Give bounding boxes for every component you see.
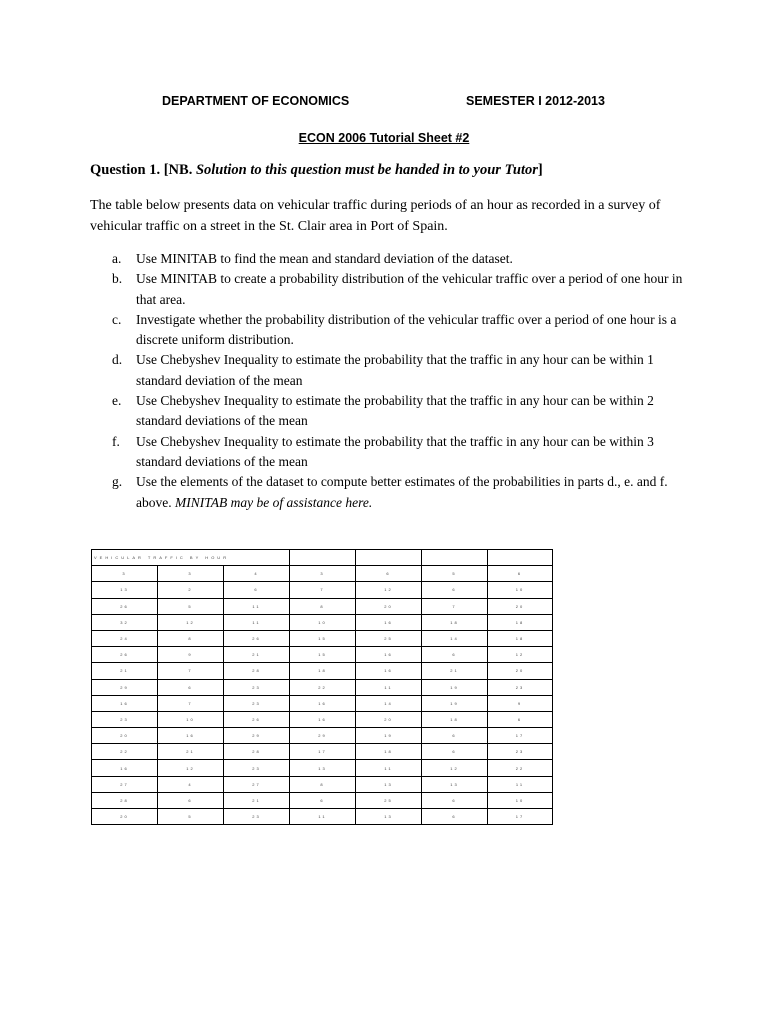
table-cell: 6 <box>488 566 553 582</box>
table-cell: 20 <box>356 711 422 727</box>
table-cell: 13 <box>290 760 356 776</box>
table-cell: 23 <box>224 809 290 825</box>
table-cell <box>290 550 356 566</box>
list-item <box>112 310 692 351</box>
item-marker: e. <box>112 393 122 409</box>
table-row <box>92 679 553 695</box>
table-cell: 10 <box>158 711 224 727</box>
question-heading <box>90 162 710 179</box>
item-marker: g. <box>112 474 123 490</box>
table-cell: 18 <box>488 614 553 630</box>
table-cell: 14 <box>356 695 422 711</box>
table-cell: 9 <box>488 695 553 711</box>
table-cell: 26 <box>92 647 158 663</box>
table-cell: 16 <box>356 614 422 630</box>
table-cell: 23 <box>488 744 553 760</box>
table-header-row <box>92 550 553 566</box>
table-cell: 6 <box>422 728 488 744</box>
table-cell: 4 <box>224 566 290 582</box>
table-cell: 29 <box>290 728 356 744</box>
table-cell: 10 <box>290 614 356 630</box>
table-cell: 16 <box>290 711 356 727</box>
table-cell: 12 <box>422 760 488 776</box>
table-cell: 13 <box>356 776 422 792</box>
list-item <box>112 249 692 269</box>
table-cell: 12 <box>488 647 553 663</box>
table-cell: 32 <box>92 614 158 630</box>
table-cell: 21 <box>422 663 488 679</box>
table-cell: 12 <box>158 760 224 776</box>
item-text: Use Chebyshev Inequality to estimate the probability that the traffic in any hour can be within 3 standard deviations of the mean <box>136 433 654 469</box>
table-row <box>92 598 553 614</box>
table-cell: 7 <box>158 663 224 679</box>
table-cell: 13 <box>92 582 158 598</box>
item-text: Use MINITAB to create a probability distribution of the vehicular traffic over a period of one hour in that area. <box>136 271 683 307</box>
table-cell: 16 <box>356 663 422 679</box>
table-cell: 11 <box>488 776 553 792</box>
table-cell <box>356 550 422 566</box>
table-cell: 29 <box>92 679 158 695</box>
table-cell: 25 <box>356 792 422 808</box>
table-cell: 3 <box>92 566 158 582</box>
table-caption: VEHICULAR TRAFFIC BY HOUR <box>92 550 290 566</box>
table-row <box>92 695 553 711</box>
list-item <box>112 350 692 391</box>
table-cell: 6 <box>422 809 488 825</box>
table-cell: 27 <box>92 776 158 792</box>
table-cell: 21 <box>224 647 290 663</box>
table-cell: 21 <box>224 792 290 808</box>
item-text-plain: Use the elements of the dataset to compute better estimates of the probabilities in parts d., e. and f. above. <box>136 474 668 510</box>
table-cell <box>422 550 488 566</box>
department-title: DEPARTMENT OF ECONOMICS <box>162 94 350 108</box>
item-text-italic: MINITAB may be of assistance here. <box>174 494 373 510</box>
table-cell: 13 <box>356 809 422 825</box>
table-cell: 13 <box>422 776 488 792</box>
table-cell: 17 <box>488 809 553 825</box>
table-cell: 18 <box>422 711 488 727</box>
question-label: Question 1. [NB. <box>90 162 196 178</box>
table-cell: 28 <box>224 744 290 760</box>
table-cell: 7 <box>158 695 224 711</box>
table-row <box>92 614 553 630</box>
table-cell: 4 <box>158 776 224 792</box>
table-cell: 23 <box>224 760 290 776</box>
item-text: Use MINITAB to find the mean and standard deviation of the dataset. <box>136 251 513 266</box>
table-cell: 12 <box>158 614 224 630</box>
task-list <box>112 249 692 513</box>
table-cell: 16 <box>92 695 158 711</box>
item-text <box>136 472 692 513</box>
table-row <box>92 809 553 825</box>
table-row <box>92 728 553 744</box>
table-cell: 8 <box>290 776 356 792</box>
table-row <box>92 582 553 598</box>
item-text: Use Chebyshev Inequality to estimate the probability that the traffic in any hour can be within 2 standard deviations of the mean <box>136 393 654 429</box>
table-cell: 26 <box>224 711 290 727</box>
item-text: Use Chebyshev Inequality to estimate the probability that the traffic in any hour can be within 1 standard deviation of the mean <box>136 352 654 388</box>
table-cell: 12 <box>356 582 422 598</box>
table-row <box>92 566 553 582</box>
table-cell: 6 <box>158 792 224 808</box>
traffic-table-body <box>92 550 553 825</box>
table-cell: 29 <box>224 728 290 744</box>
table-row <box>92 792 553 808</box>
table-cell: 8 <box>158 630 224 646</box>
item-text: Investigate whether the probability distribution of the vehicular traffic over a period of one hour is a discrete uniform distribution. <box>136 311 677 348</box>
table-cell: 7 <box>422 598 488 614</box>
table-cell: 22 <box>92 744 158 760</box>
table-cell: 23 <box>224 695 290 711</box>
table-cell <box>488 550 553 566</box>
table-cell: 17 <box>488 728 553 744</box>
table-cell: 7 <box>290 582 356 598</box>
table-cell: 17 <box>290 744 356 760</box>
list-item <box>112 269 692 310</box>
table-cell: 19 <box>356 728 422 744</box>
table-cell: 20 <box>92 809 158 825</box>
table-cell: 14 <box>422 630 488 646</box>
table-cell: 5 <box>158 598 224 614</box>
table-cell: 18 <box>290 663 356 679</box>
table-cell: 16 <box>92 760 158 776</box>
table-row <box>92 760 553 776</box>
traffic-table <box>91 549 553 825</box>
table-cell: 2 <box>158 582 224 598</box>
table-cell: 6 <box>158 679 224 695</box>
table-cell: 22 <box>290 679 356 695</box>
table-cell: 6 <box>488 711 553 727</box>
list-item <box>112 472 692 513</box>
table-row <box>92 630 553 646</box>
table-cell: 6 <box>224 582 290 598</box>
table-cell: 16 <box>158 728 224 744</box>
table-cell: 6 <box>290 792 356 808</box>
table-cell: 3 <box>158 566 224 582</box>
table-cell: 8 <box>290 598 356 614</box>
table-cell: 11 <box>224 598 290 614</box>
table-cell: 6 <box>422 792 488 808</box>
table-cell: 21 <box>158 744 224 760</box>
table-cell: 23 <box>488 679 553 695</box>
item-marker: f. <box>112 433 120 449</box>
sheet-title: ECON 2006 Tutorial Sheet #2 <box>298 131 470 145</box>
table-cell: 21 <box>92 663 158 679</box>
table-cell: 16 <box>290 695 356 711</box>
table-cell: 26 <box>92 598 158 614</box>
table-cell: 6 <box>356 566 422 582</box>
item-marker: a. <box>112 251 122 266</box>
table-cell: 5 <box>422 566 488 582</box>
table-cell: 5 <box>158 809 224 825</box>
question-close: ] <box>537 162 543 178</box>
table-cell: 28 <box>224 663 290 679</box>
table-cell: 19 <box>422 695 488 711</box>
table-cell: 20 <box>488 598 553 614</box>
page-header <box>0 94 768 114</box>
table-cell: 28 <box>92 792 158 808</box>
item-marker: c. <box>112 311 122 327</box>
table-cell: 18 <box>488 630 553 646</box>
table-cell: 22 <box>488 760 553 776</box>
table-cell: 11 <box>356 760 422 776</box>
table-cell: 11 <box>290 809 356 825</box>
table-cell: 10 <box>488 582 553 598</box>
table-cell: 27 <box>224 776 290 792</box>
table-cell: 23 <box>224 679 290 695</box>
table-cell: 25 <box>356 630 422 646</box>
table-cell: 20 <box>92 728 158 744</box>
table-cell: 6 <box>422 744 488 760</box>
intro-paragraph: The table below presents data on vehicular traffic during periods of an hour as recorded in a survey of vehicular traffic on a street in the St. Clair area in Port of Spain. <box>90 198 661 234</box>
table-cell: 18 <box>422 614 488 630</box>
table-row <box>92 711 553 727</box>
table-row <box>92 744 553 760</box>
table-cell: 16 <box>356 647 422 663</box>
table-cell: 6 <box>422 582 488 598</box>
table-cell: 20 <box>488 663 553 679</box>
table-cell: 20 <box>356 598 422 614</box>
list-item <box>112 432 692 473</box>
semester-title: SEMESTER I 2012-2013 <box>466 94 605 108</box>
table-cell: 24 <box>92 630 158 646</box>
table-row <box>92 776 553 792</box>
list-item <box>112 391 692 432</box>
table-cell: 3 <box>290 566 356 582</box>
table-row <box>92 647 553 663</box>
table-cell: 15 <box>290 647 356 663</box>
table-cell: 6 <box>422 647 488 663</box>
table-row <box>92 663 553 679</box>
table-cell: 10 <box>488 792 553 808</box>
table-cell: 11 <box>356 679 422 695</box>
table-cell: 15 <box>290 630 356 646</box>
table-cell: 26 <box>224 630 290 646</box>
question-note: Solution to this question must be handed in to your Tutor <box>195 162 538 178</box>
item-marker: b. <box>112 271 123 287</box>
item-marker: d. <box>112 352 123 368</box>
table-cell: 18 <box>356 744 422 760</box>
table-cell: 19 <box>422 679 488 695</box>
table-cell: 11 <box>224 614 290 630</box>
table-cell: 9 <box>158 647 224 663</box>
table-cell: 23 <box>92 711 158 727</box>
